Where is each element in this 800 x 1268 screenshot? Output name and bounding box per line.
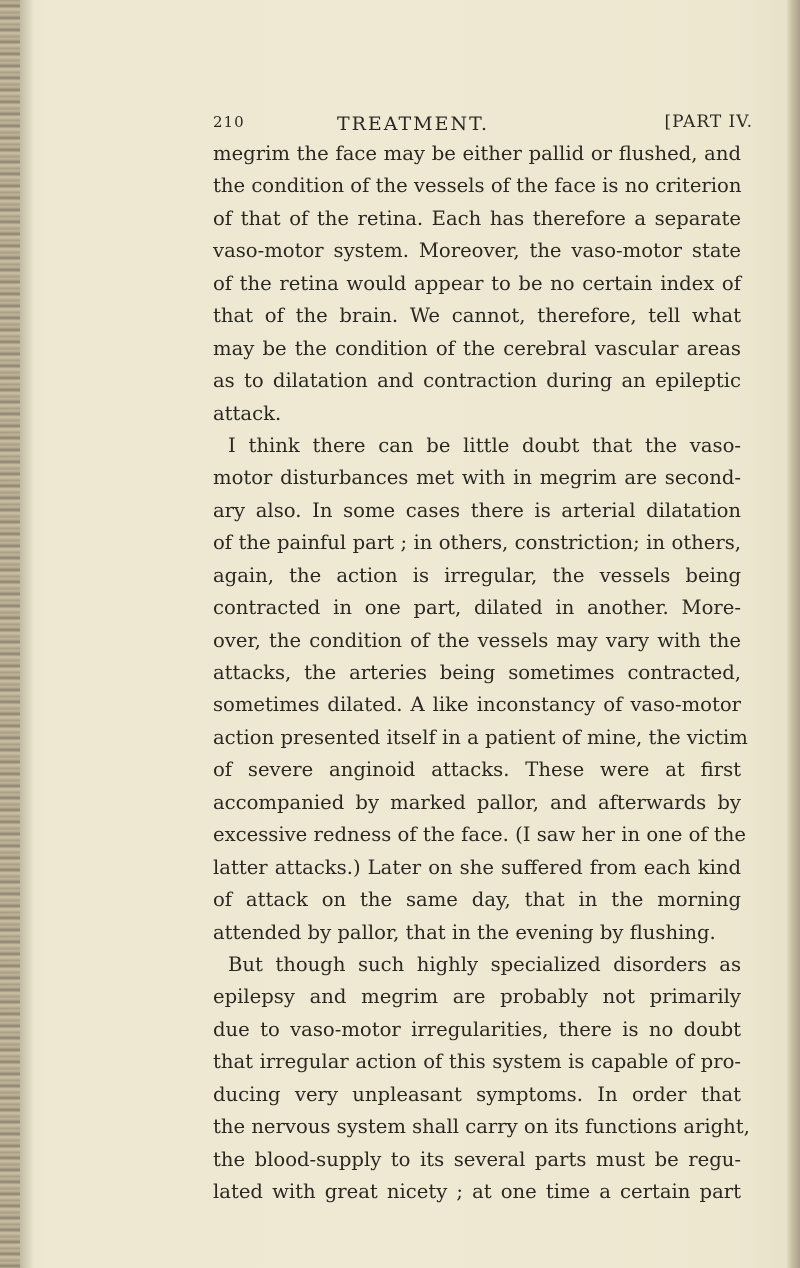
text-line: motor disturbances met with in megrim are second- — [213, 466, 741, 490]
text-line: the condition of the vessels of the face is no criterion — [213, 174, 742, 198]
text-line: megrim the face may be either pallid or flushed, and — [213, 142, 741, 165]
text-line: sometimes dilated. A like inconstancy of vaso-motor — [213, 693, 741, 717]
text-line: accompanied by marked pallor, and afterwards by — [213, 790, 741, 814]
text-line: of the retina would appear to be no certain index of — [213, 271, 741, 295]
binding-gutter — [0, 0, 20, 1268]
text-line: contracted in one part, dilated in another. More- — [213, 596, 741, 620]
text-line: excessive redness of the face. (I saw her in one of the — [213, 823, 746, 847]
text-line: ducing very unpleasant symptoms. In order that — [213, 1082, 741, 1106]
paragraph-start-line: But though such highly specialized disorders as — [228, 952, 741, 976]
text-line: attacks, the arteries being sometimes contracted, — [213, 661, 741, 684]
body-text — [213, 138, 750, 1208]
gutter-shadow — [20, 0, 34, 1268]
text-line: may be the condition of the cerebral vascular areas — [213, 336, 741, 360]
text-line: again, the action is irregular, the vessels being — [213, 563, 741, 587]
text-line: of severe anginoid attacks. These were at first — [213, 758, 741, 782]
text-line: of attack on the same day, that in the morning — [213, 888, 741, 912]
page-edge — [786, 0, 800, 1268]
text-line: latter attacks.) Later on she suffered from each kind — [213, 855, 741, 879]
paragraph-end-line: attended by pallor, that in the evening by flushing. — [213, 920, 716, 944]
text-line: that of the brain. We cannot, therefore, tell what — [213, 304, 741, 328]
text-line: the blood-supply to its several parts must be regu- — [213, 1147, 741, 1171]
page-number: 210 — [213, 113, 245, 131]
text-line: of the painful part ; in others, constriction; in others, — [213, 531, 741, 555]
part-label: [PART IV. — [664, 112, 753, 132]
text-line: the nervous system shall carry on its functions aright, — [213, 1115, 750, 1139]
text-line: due to vaso-motor irregularities, there is no doubt — [213, 1017, 741, 1041]
text-line: that irregular action of this system is capable of pro- — [213, 1050, 741, 1074]
text-line: over, the condition of the vessels may vary with the — [213, 628, 741, 652]
text-line: action presented itself in a patient of mine, the victim — [213, 725, 748, 749]
text-line: lated with great nicety ; at one time a certain part — [213, 1180, 741, 1203]
text-line: of that of the retina. Each has therefore a separate — [213, 206, 741, 230]
running-title: TREATMENT. — [336, 113, 490, 135]
paragraph-end-line: attack. — [213, 401, 282, 425]
paragraph-start-line: I think there can be little doubt that the vaso- — [228, 433, 741, 457]
text-line: ary also. In some cases there is arterial dilatation — [213, 498, 741, 522]
text-line: epilepsy and megrim are probably not primarily — [213, 985, 741, 1009]
text-line: vaso-motor system. Moreover, the vaso-motor state — [213, 239, 741, 263]
text-line: as to dilatation and contraction during an epileptic — [213, 369, 741, 393]
